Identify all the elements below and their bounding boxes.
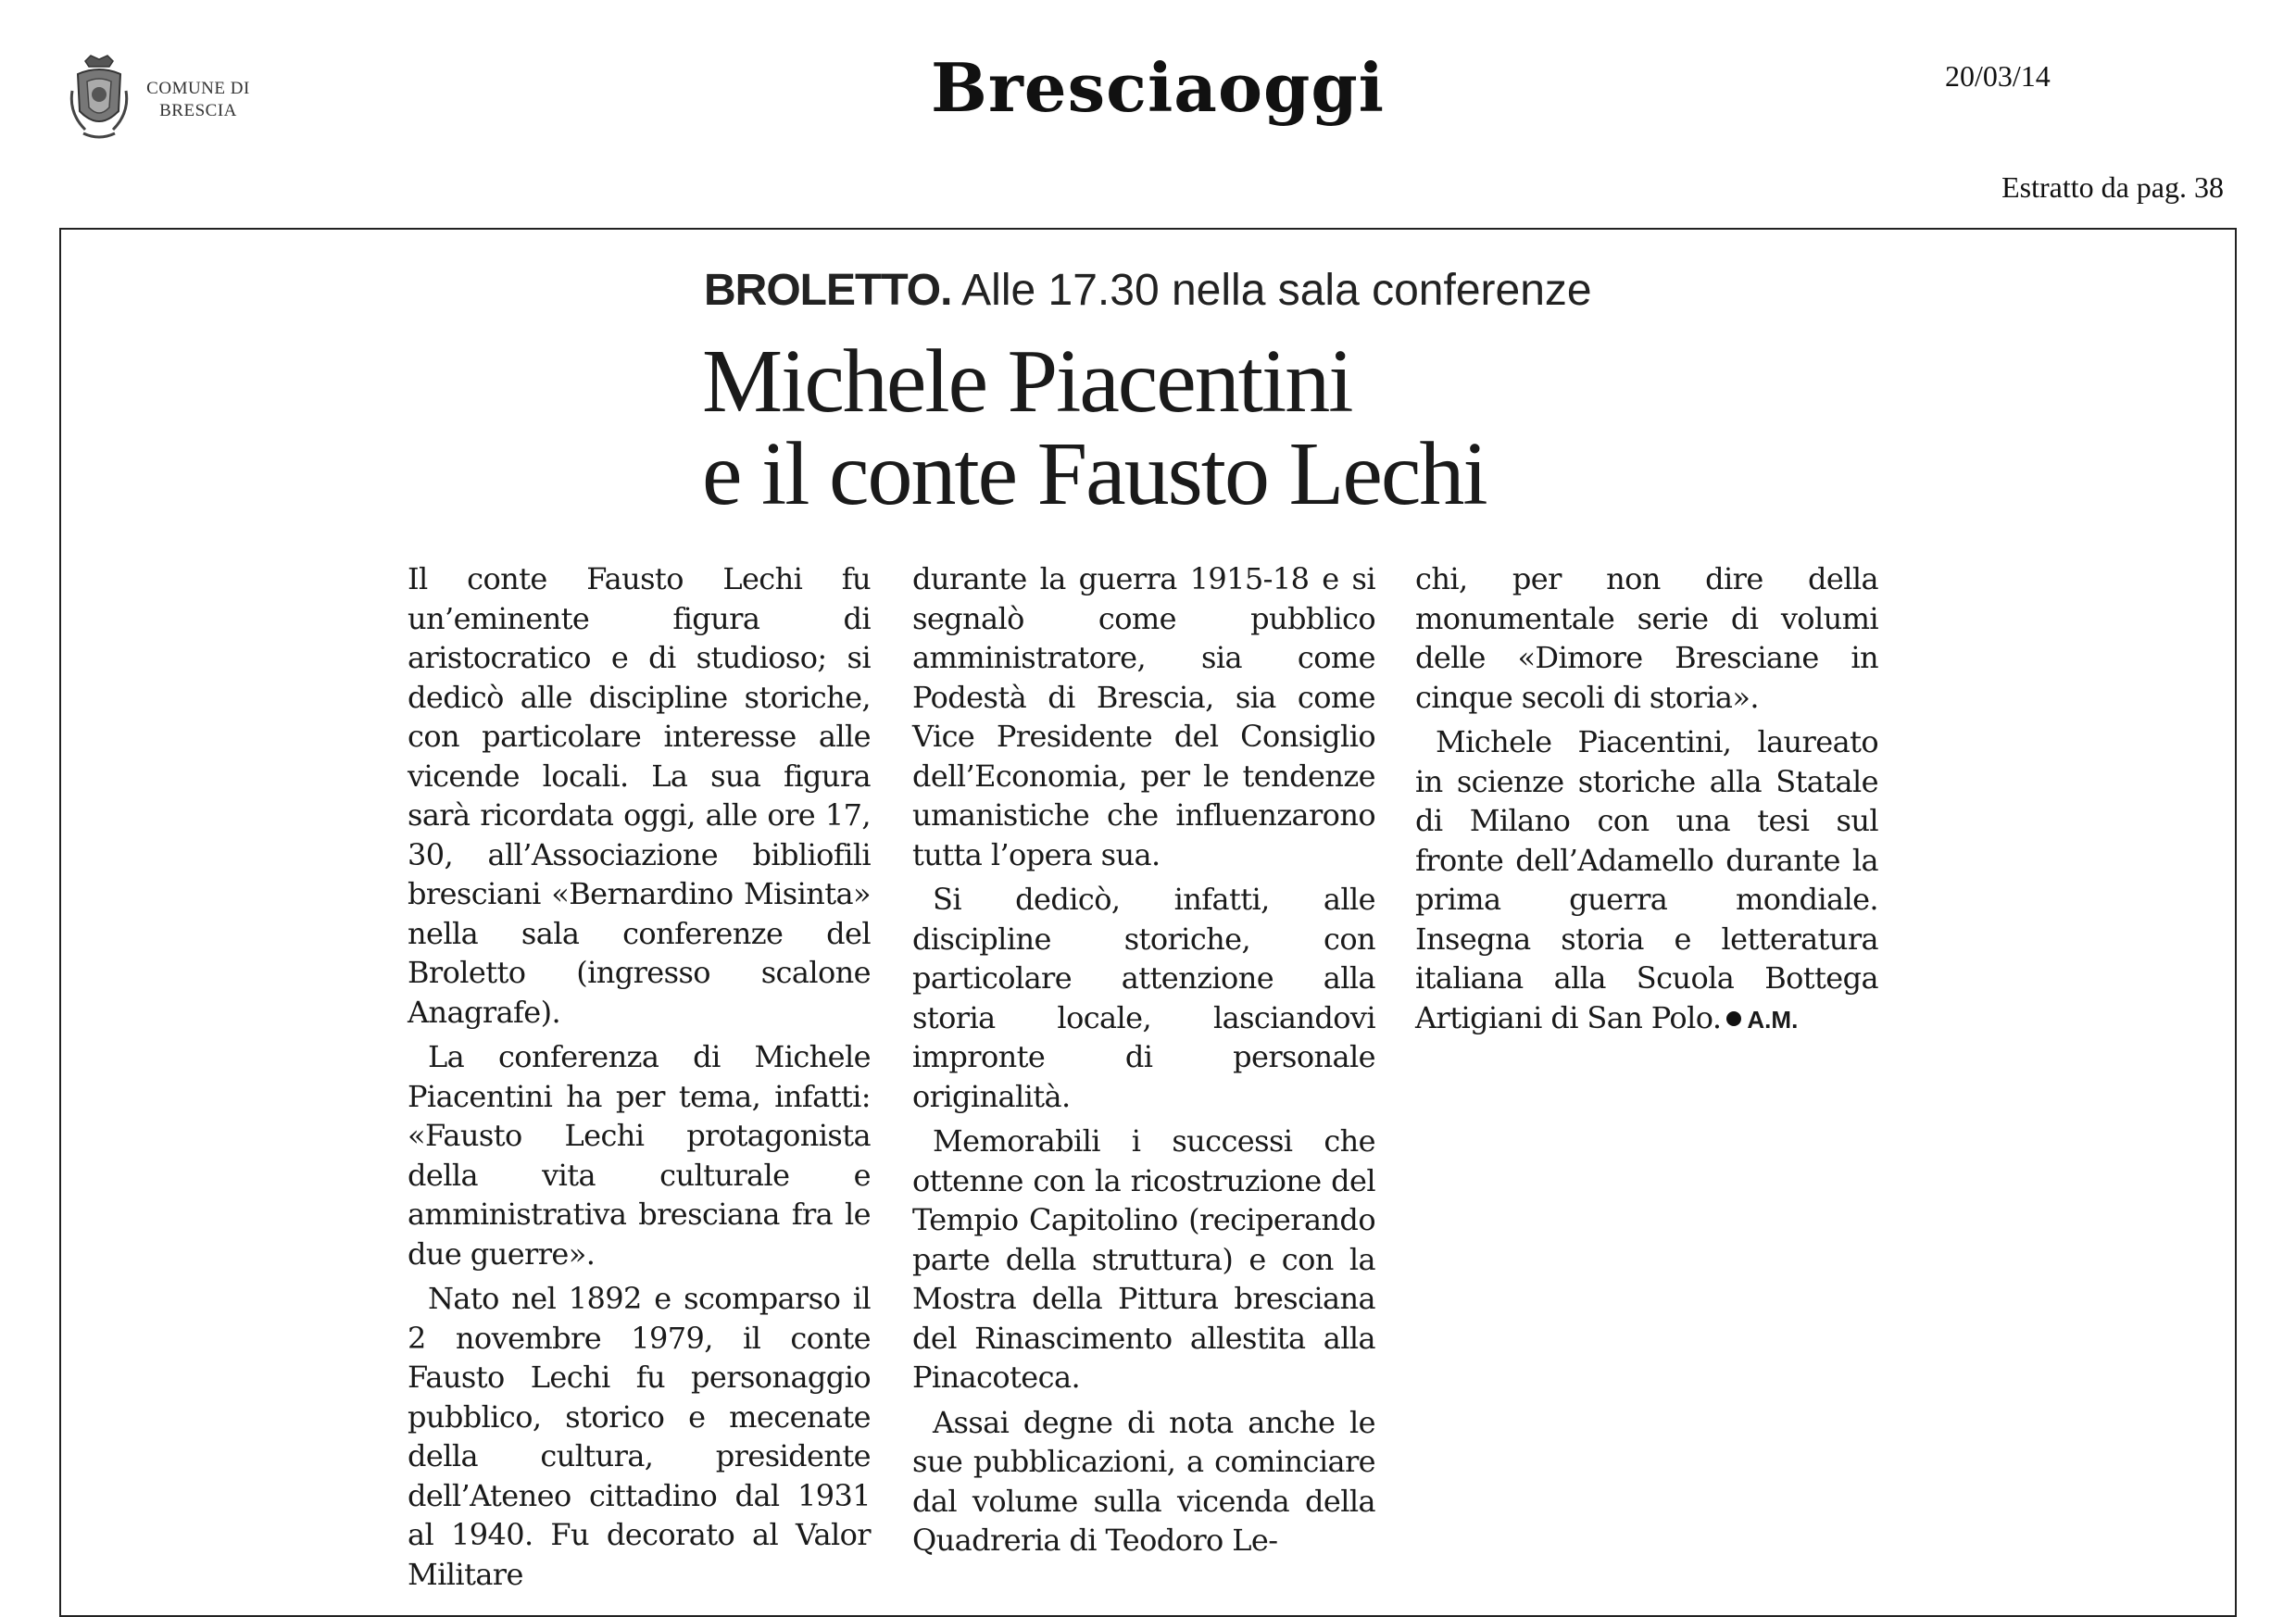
paragraph: Memorabili i successi che ottenne con la ricostruzione del Tempio Capitolino (reciperando parte della struttura) e con la Mostra della Pittura bresciana del Rinascimento allestita alla Pinacoteca.: [912, 1123, 1375, 1395]
paragraph: chi, per non dire della monumentale serie di volumi delle «Dimore Bresciane in cinque secoli di storia».: [1415, 561, 1878, 715]
paragraph: Nato nel 1892 e scomparso il 2 novembre 1979, il conte Fausto Lechi fu personaggio pubblico, storico e mecenate della cultura, presidente dell’Ateneo cittadino dal 1931 al 1940. Fu decorato al Valor Militare: [408, 1281, 871, 1592]
page-extract-label: Estratto da pag. 38: [2001, 170, 2224, 204]
paragraph: Assai degne di nota anche le sue pubblicazioni, a cominciare dal volume sulla vicenda della Quadreria di Teodoro Le-: [912, 1404, 1375, 1558]
article-column-2: [912, 559, 1375, 1561]
kicker-text: Alle 17.30 nella sala conferenze: [961, 266, 1592, 315]
article-column-1: [408, 559, 871, 1594]
paragraph: Si dedicò, infatti, alle discipline storiche, con particolare attenzione alla storia locale, lasciandovi impronte di personale originalità.: [912, 882, 1375, 1114]
newspaper-masthead: Bresciaoggi: [930, 48, 1386, 127]
publication-date: 20/03/14: [1945, 59, 2051, 93]
paragraph: Il conte Fausto Lechi fu un’eminente figura di aristocratico e di studioso; si dedicò alle discipline storiche, con particolare interesse alle vicende locali. La sua figura sarà ricordata oggi, alle ore 17, 30, all’Associazione bibliofili bresciani «Bernardino Misinta» nella sala conferenze del Broletto (ingresso scalone Anagrafe).: [408, 561, 871, 1030]
headline-line-1: Michele Piacentini: [702, 332, 1352, 432]
comune-di-brescia-logo: [67, 54, 261, 143]
logo-line-1: COMUNE DI: [146, 79, 250, 98]
article-column-3: [1415, 559, 1878, 1039]
coat-of-arms-icon: [67, 54, 132, 143]
paragraph-with-signature: [1415, 722, 1878, 1039]
bullet-dot-icon: [1726, 1011, 1741, 1026]
paragraph: durante la guerra 1915-18 e si segnalò come pubblico amministratore, sia come Podestà di Brescia, sia come Vice Presidente del Consiglio dell’Economia, per le tendenze umanistiche che influenzarono tutta l’opera sua.: [912, 561, 1375, 872]
article-headline: [702, 332, 1906, 524]
paragraph-text: Michele Piacentini, laureato in scienze storiche alla Statale di Milano con una tesi sul fronte dell’Adamello durante la prima guerra mondiale. Insegna storia e letteratura italiana alla Scuola Bottega Artigiani di San Polo.: [1415, 724, 1878, 1035]
kicker-bold: BROLETTO.: [704, 266, 952, 315]
headline-line-2: e il conte Fausto Lechi: [702, 424, 1487, 524]
author-signature: A.M.: [1747, 1005, 1799, 1034]
article-kicker: [704, 263, 1815, 319]
logo-caption: [133, 78, 263, 122]
logo-line-2: BRESCIA: [159, 101, 237, 120]
paragraph: La conferenza di Michele Piacentini ha per tema, infatti: «Fausto Lechi protagonista della vita culturale e amministrativa bresciana fra le due guerre».: [408, 1039, 871, 1272]
